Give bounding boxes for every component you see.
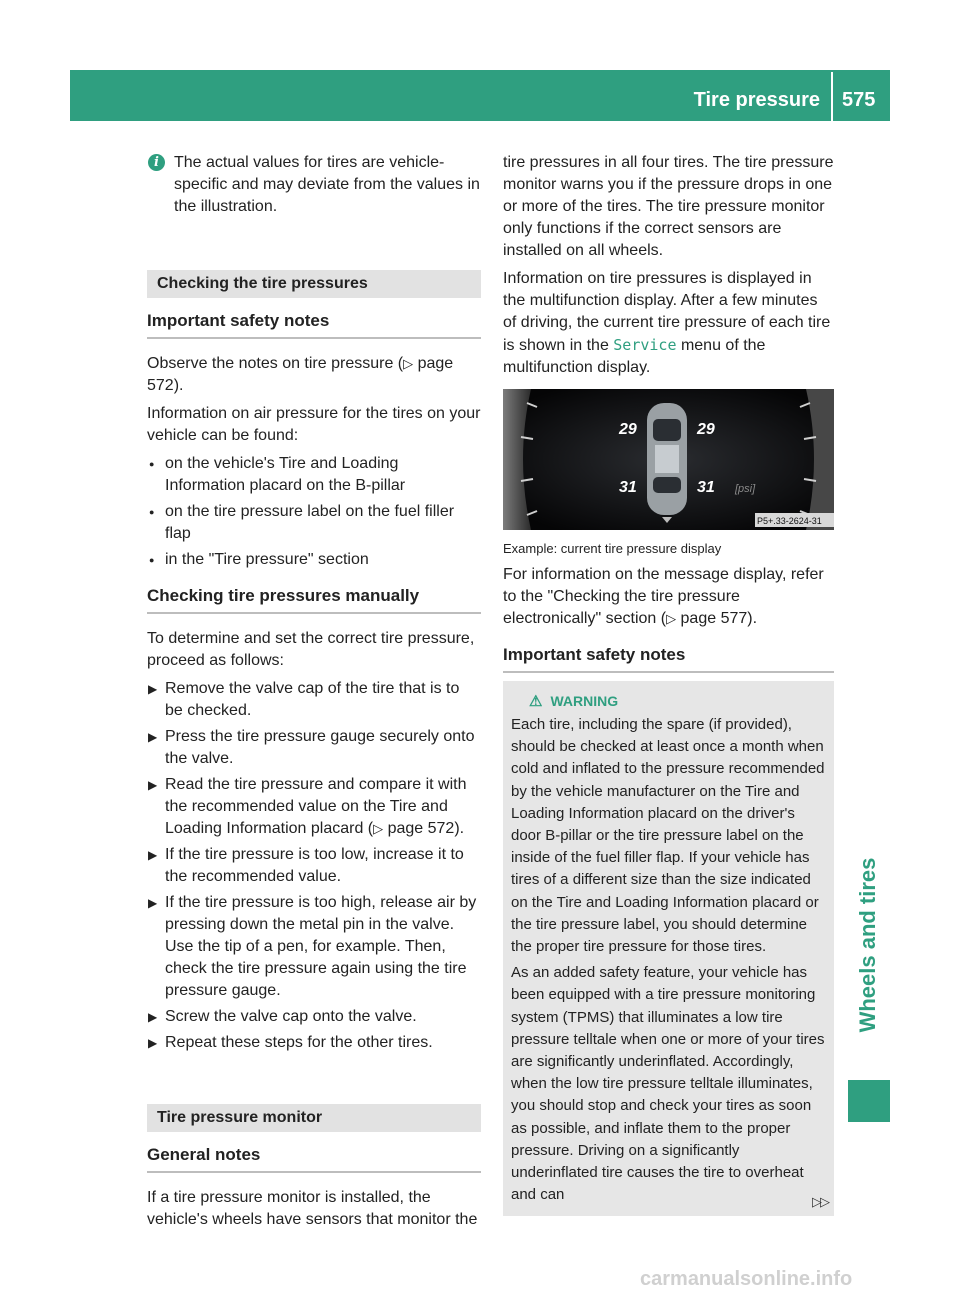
watermark-text: carmanualsonline.info — [640, 1268, 853, 1290]
paragraph-manual-intro: To determine and set the correct tire pressure, proceed as follows: — [147, 630, 475, 669]
warning-triangle-icon: ⚠ — [529, 693, 543, 710]
paragraph-text: For information on the message display, refer to the "Checking the tire pressure electronically" section ( — [503, 566, 824, 627]
list-item — [147, 774, 481, 840]
paragraph-text: Information on tire pressures is displayed in the multifunction display. After a few minutes of driving, the current tire pressure of each tire is shown in the — [503, 270, 831, 354]
warning-header — [511, 691, 826, 712]
info-note — [147, 152, 481, 218]
page-ref-arrow-icon: ▷ — [666, 611, 677, 626]
info-note-text: The actual values for tires are vehicle-specific and may deviate from the values in the illustration. — [174, 154, 480, 215]
front-left-pressure: 29 — [619, 421, 637, 438]
side-tab-label — [846, 830, 890, 1060]
side-tab-block — [848, 1080, 890, 1122]
subheading-general-notes: General notes — [147, 1144, 481, 1173]
list-item: ● on the vehicle's Tire and Loading Information placard on the B-pillar — [147, 453, 481, 497]
warning-label: WARNING — [550, 693, 619, 709]
warning-paragraph: Each tire, including the spare (if provided), should be checked at least once a month when cold and inflated to the pressure recommended by the vehicle manufacturer on the Tire and Loading Information placard on the driver's door B-pillar or the tire pressure label on the inside of the fuel filler flap. If your vehicle has tires of a different size than the size indicated on the Tire and Loading Information placard or the tire pressure label, you should determine the proper tire pressure for those tires. — [511, 716, 825, 956]
list-item: ▶ If the tire pressure is too low, increase it to the recommended value. — [147, 844, 481, 888]
page-title: Tire pressure — [693, 89, 820, 111]
subheading-manual-check: Checking tire pressures manually — [147, 585, 481, 614]
front-right-pressure: 29 — [697, 421, 715, 438]
paragraph-display-info — [503, 268, 834, 379]
page-ref-arrow-icon: ▷ — [373, 821, 384, 836]
paragraph-monitor-intro: If a tire pressure monitor is installed, the vehicle's wheels have sensors that monitor the — [147, 1189, 478, 1228]
car-rear-window-icon — [653, 477, 681, 493]
list-item: ▶ Screw the valve cap onto the valve. — [147, 1006, 481, 1028]
tire-pressure-display-image — [503, 389, 834, 530]
list-item: ▶ Remove the valve cap of the tire that is to be checked. — [147, 678, 481, 722]
subheading-safety-notes-2: Important safety notes — [503, 644, 834, 673]
car-windshield-icon — [653, 419, 681, 441]
paragraph-monitor-warns: tire pressures in all four tires. The tire pressure monitor warns you if the pressure drops in one or more of the tires. The tire pressure monitor only functions if the correct sensors are installed on all wheels. — [503, 154, 834, 259]
bullet-list — [147, 453, 481, 571]
paragraph-message-display — [503, 564, 834, 630]
step-list — [147, 678, 481, 1054]
pressure-unit-label: [psi] — [735, 483, 756, 495]
continue-arrows-icon: ▷▷ — [812, 1194, 828, 1209]
paragraph-observe-notes — [147, 353, 481, 397]
list-item: ▶ Repeat these steps for the other tires. — [147, 1032, 481, 1054]
image-code-label: P5+.33-2624-31 — [757, 516, 822, 526]
list-item: ▶ If the tire pressure is too high, release air by pressing down the metal pin in the valve. Use the tip of a pen, for example. Then, check the tire pressure again using the tire pressure gauge. — [147, 892, 481, 1002]
info-icon: i — [148, 154, 165, 171]
step-text: Read the tire pressure and compare it with the recommended value on the Tire and Loading Information placard ( — [165, 776, 467, 837]
rear-left-pressure: 31 — [619, 479, 637, 496]
page-ref-link[interactable]: page 577). — [680, 610, 758, 627]
warning-paragraph: As an added safety feature, your vehicle has been equipped with a tire pressure monitoring system (TPMS) that illuminates a low tire pressure telltale when one or more of your tires are significantly underinflated. Accordingly, when the low tire pressure telltale illuminates, you should stop and check your tires as soon as possible, and inflate them to the proper pressure. Driving on a significantly underinflated tire causes the tire to overheat and can — [511, 964, 825, 1204]
page-ref-arrow-icon: ▷ — [403, 356, 414, 371]
paragraph-text: Observe the notes on tire pressure ( — [147, 355, 404, 372]
page-ref-link[interactable]: page 572). — [147, 355, 454, 394]
header-divider — [831, 72, 833, 121]
list-item: ● on the tire pressure label on the fuel filler flap — [147, 501, 481, 545]
left-column — [147, 152, 481, 1237]
paragraph-air-pressure-info: Information on air pressure for the tires on your vehicle can be found: — [147, 405, 481, 444]
section-heading-checking: Checking the tire pressures — [147, 270, 481, 298]
service-menu-label: Service — [613, 336, 677, 354]
page-ref-link[interactable]: page 572). — [387, 820, 465, 837]
section-heading-monitor: Tire pressure monitor — [147, 1104, 481, 1132]
right-column — [503, 152, 834, 1216]
car-roof-icon — [655, 445, 679, 473]
page-number: 575 — [842, 89, 876, 111]
list-item: ▶ Press the tire pressure gauge securely onto the valve. — [147, 726, 481, 770]
list-item: ● in the "Tire pressure" section — [147, 549, 481, 571]
rear-right-pressure: 31 — [697, 479, 715, 496]
subheading-safety-notes: Important safety notes — [147, 310, 481, 339]
side-tab-text: Wheels and tires — [855, 857, 880, 1033]
paragraph-text: menu of the multifunction display. — [503, 337, 766, 376]
warning-box — [503, 681, 834, 1216]
image-caption: Example: current tire pressure display — [503, 541, 722, 556]
